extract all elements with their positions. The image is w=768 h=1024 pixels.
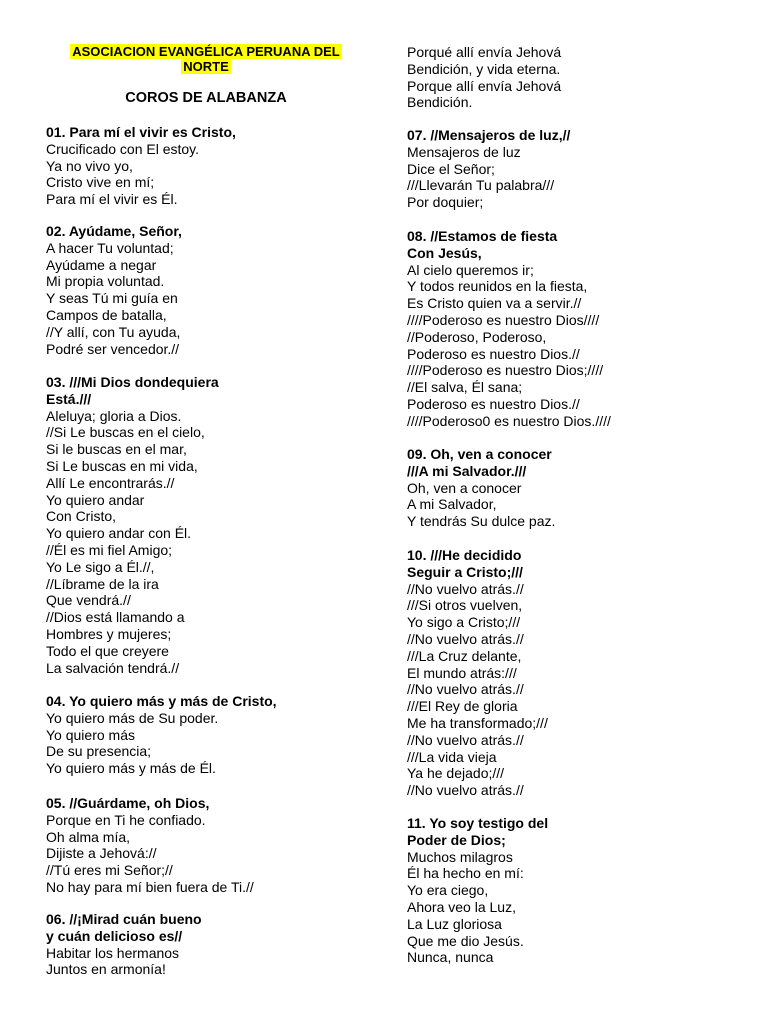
lyric-line: Porque allí envía Jehová — [407, 77, 562, 94]
lyric-line: Bendición. — [407, 94, 473, 111]
song-title: 11. Yo soy testigo del — [407, 815, 549, 831]
lyric-line: //Dios está llamando a — [46, 609, 185, 626]
song-title: 07. //Mensajeros de luz,// — [407, 127, 571, 143]
lyric-line: Yo quiero más y más de Él. — [46, 760, 216, 777]
lyric-line: //Él es mi fiel Amigo; — [46, 541, 173, 558]
lyric-line: //No vuelvo atrás.// — [407, 580, 524, 597]
song-title: 06. //¡Mirad cuán bueno — [46, 911, 202, 927]
song-title: 03. ///Mi Dios dondequiera — [46, 374, 219, 390]
lyric-line: Si le buscas en el mar, — [46, 441, 187, 458]
lyric-line: //No vuelvo atrás.// — [407, 681, 524, 698]
lyric-line: El mundo atrás:/// — [407, 664, 517, 681]
lyric-line: Por doquier; — [407, 194, 484, 211]
lyric-line: Ahora veo la Luz, — [407, 898, 516, 915]
lyric-line: //Tú eres mi Señor;// — [46, 862, 173, 879]
lyric-line: Y todos reunidos en la fiesta, — [407, 278, 588, 295]
lyric-line: Ya he dejado;/// — [407, 765, 505, 782]
organization-title-line1: ASOCIACION EVANGÉLICA PERUANA DEL — [72, 44, 340, 59]
song-block — [407, 127, 752, 211]
lyric-line: Campos de batalla, — [46, 306, 167, 323]
lyric-line: A hacer Tu voluntad; — [46, 239, 174, 256]
lyric-line: Poderoso es nuestro Dios.// — [407, 395, 580, 412]
song-title: 05. //Guárdame, oh Dios, — [46, 795, 210, 811]
lyric-line: Mensajeros de luz — [407, 143, 521, 160]
lyric-line: Nunca, nunca — [407, 949, 494, 966]
lyric-line: Bendición, y vida eterna. — [407, 60, 561, 77]
song-block — [46, 124, 366, 208]
song-block — [46, 911, 366, 978]
song-title: Poder de Dios; — [407, 831, 506, 848]
song-block — [407, 547, 752, 799]
organization-title — [46, 44, 366, 74]
song-block — [46, 795, 366, 896]
lyric-line: La salvación tendrá.// — [46, 659, 180, 676]
lyric-line: ////Poderoso es nuestro Dios;//// — [407, 362, 604, 379]
lyric-line: Me ha transformado;/// — [407, 714, 548, 731]
organization-title-line2: NORTE — [183, 59, 229, 74]
lyric-line: //No vuelvo atrás.// — [407, 731, 524, 748]
lyric-line: ///La Cruz delante, — [407, 647, 522, 664]
lyric-line: Yo quiero andar con Él. — [46, 525, 192, 542]
lyric-line: Allí Le encontrarás.// — [46, 474, 175, 491]
lyric-line: Dijiste a Jehová:// — [46, 845, 157, 862]
lyric-line: Muchos milagros — [407, 848, 513, 865]
lyric-line: Yo quiero más de Su poder. — [46, 709, 219, 726]
lyric-line: Yo quiero más — [46, 726, 135, 743]
lyric-line: //No vuelvo atrás.// — [407, 782, 524, 799]
song-title: 08. //Estamos de fiesta — [407, 228, 558, 244]
lyric-line: Al cielo queremos ir; — [407, 261, 534, 278]
lyric-line: ////Poderoso es nuestro Dios//// — [407, 311, 600, 328]
lyric-line: Cristo vive en mí; — [46, 174, 155, 191]
lyric-line: Con Cristo, — [46, 508, 117, 525]
lyric-line: Que vendrá.// — [46, 592, 131, 609]
lyric-line: //Líbrame de la ira — [46, 575, 159, 592]
lyric-line: Él ha hecho en mí: — [407, 865, 524, 882]
lyric-line: //El salva, Él sana; — [407, 379, 523, 396]
lyric-line: Poderoso es nuestro Dios.// — [407, 345, 580, 362]
lyric-line: //Poderoso, Poderoso, — [407, 328, 547, 345]
song-title: y cuán delicioso es// — [46, 927, 183, 944]
song-block — [407, 815, 752, 966]
lyric-line: Yo Le sigo a Él.//, — [46, 558, 155, 575]
song-block — [46, 374, 366, 676]
song-title: 10. ///He decidido — [407, 547, 522, 563]
lyric-line: Todo el que creyere — [46, 642, 169, 659]
song-title: Con Jesús, — [407, 244, 482, 261]
lyric-line: Podré ser vencedor.// — [46, 340, 180, 357]
lyric-line: Juntos en armonía! — [46, 961, 166, 978]
lyric-line: Dice el Señor; — [407, 160, 495, 177]
song-block — [407, 44, 752, 111]
lyric-line: Y seas Tú mi guía en — [46, 290, 178, 307]
song-title: 02. Ayúdame, Señor, — [46, 223, 182, 239]
lyric-line: //Y allí, con Tu ayuda, — [46, 323, 181, 340]
lyric-line: Oh alma mía, — [46, 828, 131, 845]
lyric-line: ///Si otros vuelven, — [407, 597, 523, 614]
document-subtitle: COROS DE ALABANZA — [125, 90, 287, 106]
song-title: 04. Yo quiero más y más de Cristo, — [46, 693, 277, 709]
lyric-line: La Luz gloriosa — [407, 915, 502, 932]
lyric-line: Yo era ciego, — [407, 882, 489, 899]
song-block — [407, 228, 752, 430]
lyric-line: Que me dio Jesús. — [407, 932, 524, 949]
song-block — [407, 446, 752, 530]
lyric-line: De su presencia; — [46, 743, 152, 760]
lyric-line: Habitar los hermanos — [46, 944, 180, 961]
lyric-line: Oh, ven a conocer — [407, 479, 522, 496]
lyric-line: Crucificado con El estoy. — [46, 140, 200, 157]
lyric-line: Porque en Ti he confiado. — [46, 811, 206, 828]
lyric-line: Porqué allí envía Jehová — [407, 44, 562, 60]
lyric-line: Ayúdame a negar — [46, 256, 157, 273]
lyric-line: No hay para mí bien fuera de Ti.// — [46, 878, 254, 895]
lyric-line: Ya no vivo yo, — [46, 157, 133, 174]
lyric-line: ///El Rey de gloria — [407, 698, 518, 715]
lyric-line: ////Poderoso0 es nuestro Dios.//// — [407, 412, 611, 429]
lyric-line: Aleluya; gloria a Dios. — [46, 407, 182, 424]
lyric-line: ///Llevarán Tu palabra/// — [407, 177, 555, 194]
lyric-line: Hombres y mujeres; — [46, 625, 172, 642]
lyric-line: //Si Le buscas en el cielo, — [46, 424, 205, 441]
lyric-line: Y tendrás Su dulce paz. — [407, 513, 556, 530]
song-title: 01. Para mí el vivir es Cristo, — [46, 124, 236, 140]
lyric-line: ///La vida vieja — [407, 748, 497, 765]
lyric-line: Es Cristo quien va a servir.// — [407, 295, 582, 312]
song-title: Seguir a Cristo;/// — [407, 563, 523, 580]
lyric-line: //No vuelvo atrás.// — [407, 630, 524, 647]
song-block — [46, 693, 366, 777]
song-title: ///A mi Salvador./// — [407, 462, 527, 479]
lyric-line: Para mí el vivir es Él. — [46, 191, 178, 208]
song-title: 09. Oh, ven a conocer — [407, 446, 552, 462]
lyric-line: Mi propia voluntad. — [46, 273, 165, 290]
song-title: Está./// — [46, 390, 92, 407]
song-block — [46, 223, 366, 357]
lyric-line: Si Le buscas en mi vida, — [46, 457, 198, 474]
lyric-line: A mi Salvador, — [407, 496, 497, 513]
lyric-line: Yo sigo a Cristo;/// — [407, 614, 521, 631]
lyric-line: Yo quiero andar — [46, 491, 145, 508]
